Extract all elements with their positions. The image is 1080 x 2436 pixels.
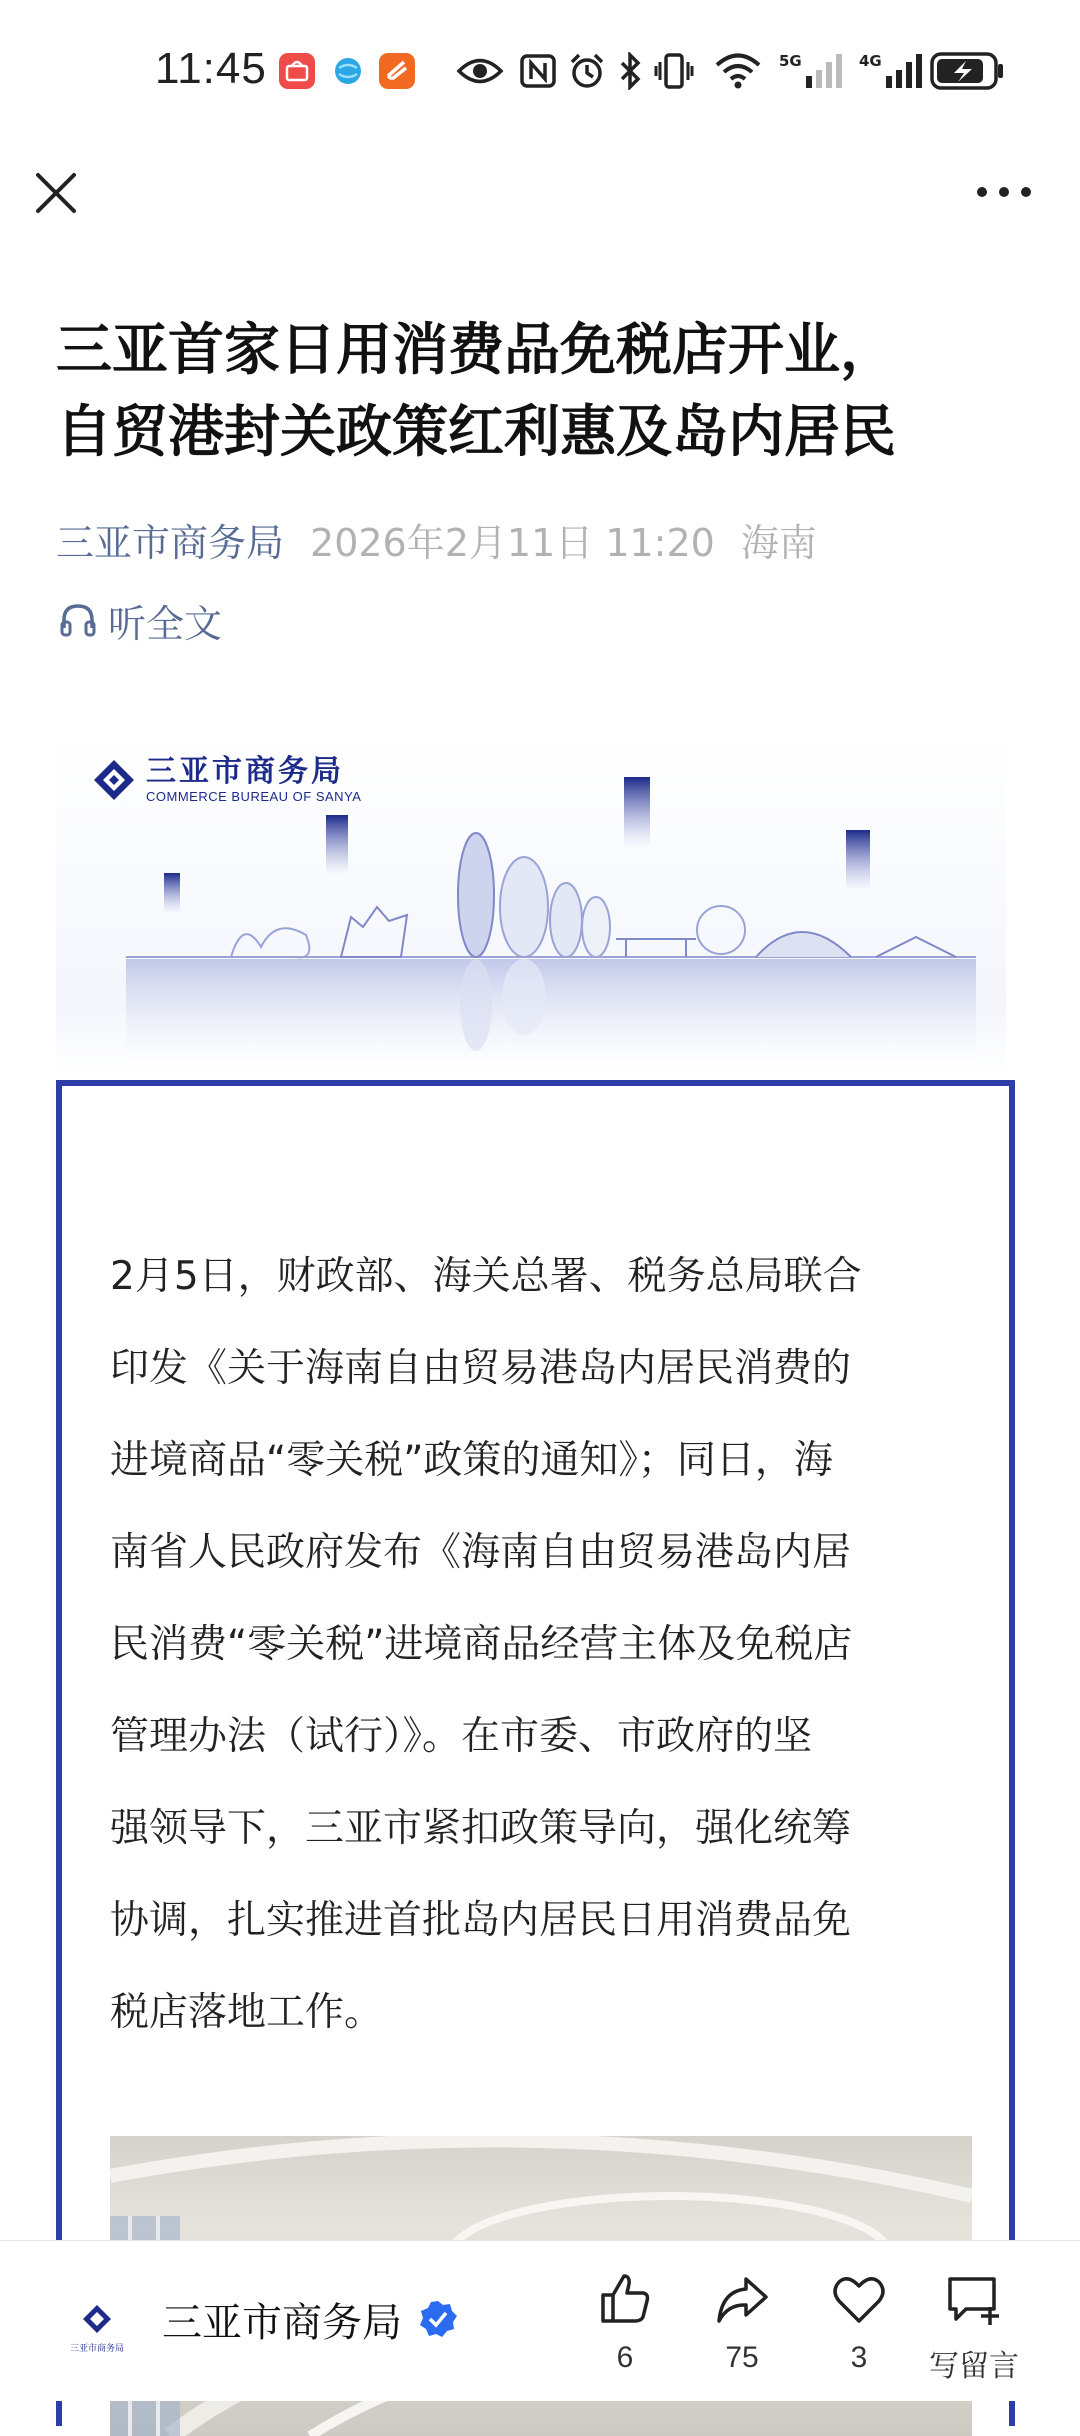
like-button[interactable] — [565, 2271, 685, 2375]
favorite-count: 3 — [850, 2341, 868, 2374]
paragraph-line: 强领导下，三亚市紧扣政策导向，强化统筹 — [110, 1806, 852, 1851]
bottom-action-bar — [0, 2240, 1080, 2401]
more-options-button[interactable] — [972, 172, 1036, 212]
paragraph-line: 南省人民政府发布《海南自由贸易港岛内居 — [110, 1530, 852, 1575]
listen-label: 听全文 — [108, 601, 223, 646]
share-count: 75 — [725, 2341, 759, 2374]
signal-4g-label: 4G — [859, 52, 882, 70]
wifi-icon — [714, 52, 762, 94]
paragraph-line: 民消费“零关税”进境商品经营主体及免税店 — [110, 1622, 853, 1667]
city-skyline-illustration — [56, 735, 1006, 1075]
battery-charging-icon — [930, 52, 1006, 94]
like-count: 6 — [616, 2341, 634, 2374]
signal-5g-label: 5G — [779, 52, 802, 70]
close-icon — [28, 165, 84, 221]
favorite-button[interactable] — [799, 2271, 919, 2375]
article-title — [56, 310, 1016, 474]
eye-comfort-icon — [456, 56, 504, 90]
write-comment-button[interactable] — [914, 2271, 1034, 2385]
huawei-store-icon — [278, 52, 316, 94]
bureau-logo-english: COMMERCE BUREAU OF SANYA — [146, 789, 362, 804]
alarm-icon — [568, 52, 606, 94]
thumbs-up-icon — [597, 2271, 653, 2327]
account-name[interactable]: 三亚市商务局 — [162, 2300, 402, 2346]
listen-full-text-button[interactable] — [58, 590, 222, 650]
share-button[interactable] — [682, 2271, 802, 2375]
paragraph-line: 税店落地工作。 — [110, 1990, 384, 2035]
article-paragraph — [110, 1231, 970, 2059]
article-title-line: 三亚首家日用消费品免税店开业， — [56, 318, 896, 383]
article-meta — [56, 512, 817, 567]
nfc-icon — [520, 54, 556, 92]
more-dots-icon — [972, 172, 1036, 212]
bluetooth-icon — [618, 52, 642, 94]
account-logo-icon — [62, 2299, 132, 2359]
paragraph-line: 进境商品“零关税”政策的通知》；同日，海 — [110, 1438, 833, 1483]
article-region: 海南 — [740, 521, 817, 565]
vibrate-icon — [654, 52, 694, 94]
article-author-link[interactable]: 三亚市商务局 — [56, 521, 285, 565]
browser-icon — [333, 56, 363, 90]
share-arrow-icon — [714, 2271, 770, 2327]
account-logo-caption: 三亚市商务局 — [69, 2344, 125, 2354]
article-banner — [56, 735, 1006, 1075]
article-date: 2026年2月11日 11:20 — [310, 521, 715, 565]
paragraph-line: 2月5日，财政部、海关总署、税务总局联合 — [110, 1254, 862, 1299]
write-comment-label: 写留言 — [929, 2349, 1019, 2384]
headphones-icon — [58, 600, 98, 640]
status-time: 11:45 — [155, 44, 267, 93]
app-notification-icon — [378, 52, 416, 94]
paragraph-line: 印发《关于海南自由贸易港岛内居民消费的 — [110, 1346, 852, 1391]
paragraph-line: 管理办法（试行）》。在市委、市政府的坚 — [110, 1714, 813, 1759]
close-button[interactable] — [28, 165, 84, 221]
paragraph-line: 协调，扎实推进首批岛内居民日用消费品免 — [110, 1898, 852, 1943]
article-title-line: 自贸港封关政策红利惠及岛内居民 — [56, 400, 896, 465]
article-content-frame — [56, 1080, 1015, 2426]
account-avatar[interactable] — [62, 2299, 132, 2359]
heart-icon — [831, 2271, 887, 2327]
signal-5g-icon — [778, 50, 848, 96]
signal-4g-icon — [858, 50, 928, 96]
verified-badge-icon — [418, 2299, 458, 2343]
comment-add-icon — [944, 2271, 1004, 2327]
status-bar — [0, 0, 1080, 150]
bureau-logo-name: 三亚市商务局 — [146, 754, 344, 789]
